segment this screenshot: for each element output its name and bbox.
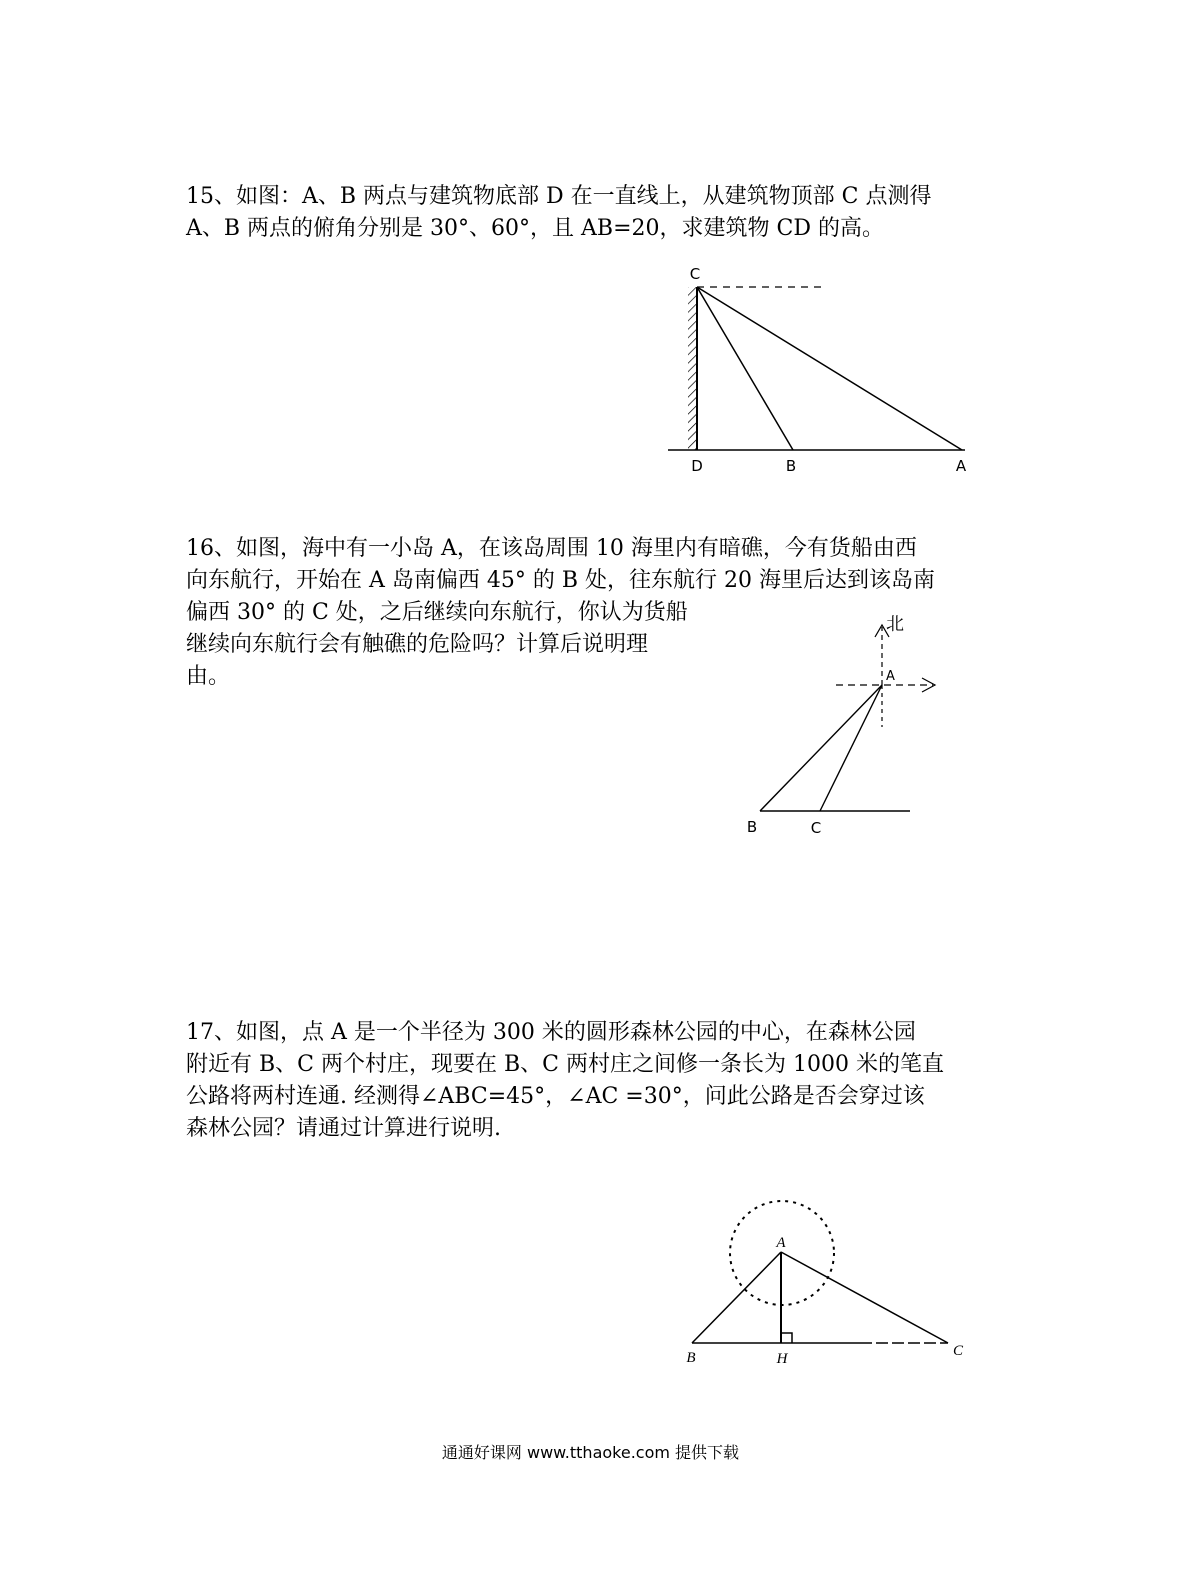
q17-line-2: 附近有 B、C 两个村庄，现要在 B、C 两村庄之间修一条长为 1000 米的笔直 (186, 1052, 944, 1077)
question-15-text (186, 181, 978, 245)
q16-line-1: 16、如图，海中有一小岛 A，在该岛周围 10 海里内有暗礁，今有货船由西 (186, 536, 917, 561)
right-angle-mark (781, 1333, 792, 1343)
q17-line-4: 森林公园？请通过计算进行说明. (186, 1116, 501, 1141)
page-footer: 通通好课网 www.tthaoke.com 提供下载 (441, 1443, 740, 1462)
figure-16-island-diagram (740, 605, 950, 840)
label-C: C (689, 265, 701, 283)
figure-15-building-diagram (660, 255, 980, 480)
label-B: B (746, 818, 758, 836)
label-C: C (810, 819, 822, 837)
building-hatching (688, 287, 697, 450)
q16-line-2: 向东航行，开始在 A 岛南偏西 45° 的 B 处，往东航行 20 海里后达到该岛南 (186, 568, 935, 593)
line-AC (820, 685, 882, 811)
q15-line-1: 15、如图：A、B 两点与建筑物底部 D 在一直线上，从建筑物顶部 C 点测得 (186, 184, 932, 209)
q16-line-3: 偏西 30° 的 C 处，之后继续向东航行，你认为货船 (186, 600, 688, 625)
figure-17-park-diagram (680, 1195, 980, 1375)
question-17-text (186, 1017, 978, 1145)
line-CB (697, 287, 793, 450)
label-D: D (691, 457, 703, 475)
line-AB (760, 685, 882, 811)
q16-line-4: 继续向东航行会有触礁的危险吗？计算后说明理 (186, 632, 649, 657)
label-A: A (955, 457, 967, 475)
q17-line-1: 17、如图，点 A 是一个半径为 300 米的圆形森林公园的中心，在森林公园 (186, 1020, 916, 1045)
label-B: B (785, 457, 797, 475)
label-H: H (776, 1351, 788, 1367)
label-north: 北 (886, 614, 904, 635)
label-C: C (952, 1343, 964, 1359)
line-AC (781, 1252, 948, 1343)
line-AB (692, 1252, 781, 1343)
q15-line-2: A、B 两点的俯角分别是 30°、60°，且 AB=20，求建筑物 CD 的高。 (186, 216, 884, 241)
label-A: A (886, 669, 895, 684)
q17-line-3: 公路将两村连通. 经测得∠ABC=45°，∠AC =30°，问此公路是否会穿过该 (186, 1084, 925, 1109)
label-A: A (776, 1235, 786, 1251)
q16-line-5: 由。 (186, 664, 231, 689)
label-B: B (686, 1350, 696, 1366)
line-CA (697, 287, 962, 450)
